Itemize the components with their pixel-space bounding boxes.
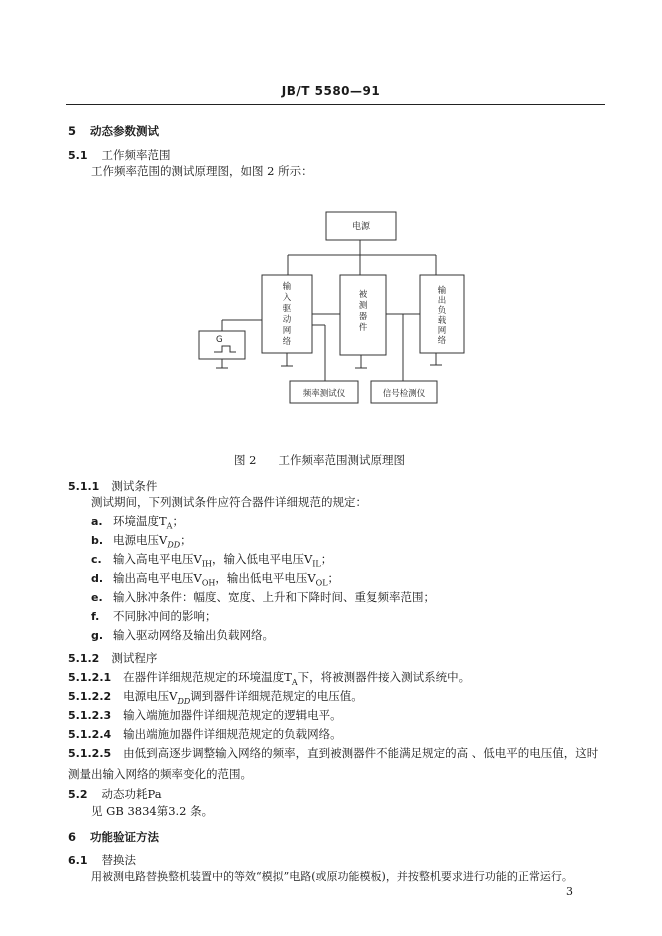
step-5-1-2-2: 5.1.2.2 电源电压$V_{DD}$调到器件详细规范规定的电压值。	[68, 689, 363, 707]
condition-item-b: b. 电源电压$V_{DD}$；	[91, 533, 192, 550]
figure-caption-number: 图 2	[234, 453, 257, 467]
step-5-1-2-4: 5.1.2.4 输出端施加器件详细规范规定的负载网络。	[68, 727, 342, 741]
section-6-number: 6	[68, 830, 77, 844]
section-5-2-number: 5.2	[68, 788, 88, 801]
section-5-1-1-title: 测试条件	[111, 479, 158, 493]
section-5-2-title: 动态功耗Pa	[101, 787, 162, 801]
section-5-1-2-number: 5.1.2	[68, 652, 100, 665]
section-6-title: 功能验证方法	[90, 830, 160, 844]
section-5-title: 动态参数测试	[90, 124, 160, 138]
step-5-1-2-3: 5.1.2.3 输入端施加器件详细规范规定的逻辑电平。	[68, 708, 342, 722]
section-5-2-reference: 见 GB 3834第3.2 条。	[91, 804, 214, 818]
condition-item-e: e. 输入脉冲条件：幅度、宽度、上升和下降时间、重复频率范围；	[91, 590, 435, 604]
section-6-1-title: 替换法	[101, 853, 136, 867]
pulse-symbol	[214, 346, 236, 352]
dut-label: 被测器件	[358, 290, 368, 333]
condition-item-a: a. 环境温度$T_A$；	[91, 514, 184, 531]
section-6-1-number: 6.1	[68, 854, 88, 867]
section-6-1-heading	[68, 849, 136, 868]
test-conditions-intro: 测试期间，下列测试条件应符合器件详细规范的规定：	[91, 495, 367, 509]
output-network-label: 输出负载网络	[437, 286, 447, 346]
freq-meter-label: 频率测试仪	[302, 389, 346, 399]
section-5-1-title: 工作频率范围	[101, 148, 171, 162]
section-5-1-1-number: 5.1.1	[68, 480, 100, 493]
figure-2-caption	[234, 452, 405, 468]
section-5-1-2-title: 测试程序	[111, 651, 158, 665]
section-5-1-intro: 工作频率范围的测试原理图，如图 2 所示：	[91, 164, 313, 178]
section-6-1-text: 用被测电路替换整机装置中的等效“模拟”电路(或原功能模板)，并按整机要求进行功能的正常运行。	[91, 870, 573, 883]
condition-item-g: g. 输入驱动网络及输出负载网络。	[91, 628, 274, 642]
step-5-1-2-1: 5.1.2.1 在器件详细规范规定的环境温度$T_A$下，将被测器件接入测试系统中。	[68, 670, 471, 688]
condition-item-d: d. 输出高电平电压$V_{OH}$，输出低电平电压$V_{OL}$；	[91, 571, 340, 588]
input-network-label: 输入驱动网络	[282, 282, 292, 347]
section-5-1-number: 5.1	[68, 149, 88, 162]
section-6-heading	[68, 829, 159, 845]
figure-caption-text: 工作频率范围测试原理图	[278, 453, 405, 467]
power-label: 电源	[351, 222, 371, 232]
signal-detector-label: 信号检测仪	[382, 389, 426, 399]
section-5-number: 5	[68, 124, 77, 138]
document-header: JB/T 5580—91	[281, 84, 381, 98]
generator-label: G	[216, 335, 223, 345]
section-5-1-1-heading	[68, 475, 157, 494]
step-5-1-2-5: 5.1.2.5 由低到高逐步调整输入网络的频率，直到被测器件不能满足规定的高 、低电平的电压值，这时测量出输入网络的频率变化的范围。	[68, 746, 599, 781]
section-5-1-2-heading	[68, 647, 157, 666]
condition-item-f: f. 不同脉冲间的影响；	[91, 609, 217, 623]
section-5-2-heading	[68, 783, 162, 802]
page-number: 3	[566, 885, 573, 898]
condition-item-c: c. 输入高电平电压$V_{IH}$，输入低电平电压$V_{IL}$；	[91, 552, 333, 569]
